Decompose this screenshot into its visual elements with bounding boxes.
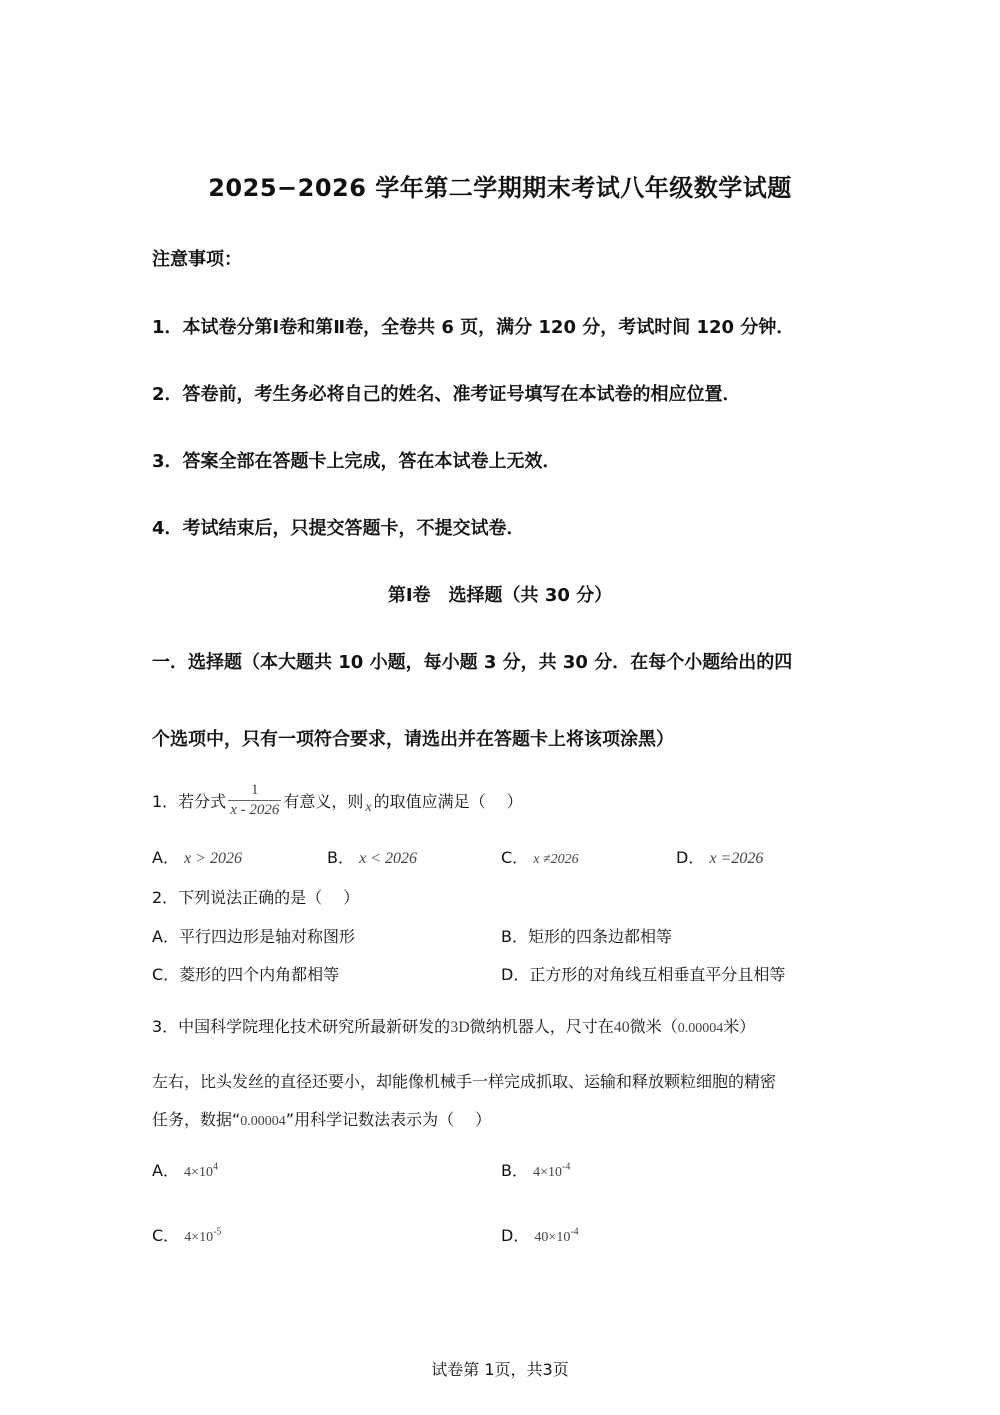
q3-line3-text-a: 任务，数据“: [152, 1110, 241, 1129]
q3-option-a-base: 4×10: [184, 1165, 213, 1180]
q3-option-b-label: B．: [501, 1161, 528, 1180]
q3-text-b: 微纳机器人，尺寸在: [469, 1017, 614, 1036]
q3-option-d-label: D．: [501, 1226, 530, 1245]
q3-math-3d: 3D: [450, 1019, 470, 1036]
q3-option-d-exponent: -4: [570, 1226, 579, 1238]
q3-option-c: [152, 1223, 222, 1246]
q3-option-b-exponent: -4: [561, 1161, 571, 1173]
page-footer: 试卷第 1页，共3页: [431, 1360, 569, 1379]
notice-item-3: 3．答案全部在答题卡上完成，答在本试卷上无效．: [152, 451, 561, 472]
section-instruction-line-2: 个选项中，只有一项符合要求，请选出并在答题卡上将该项涂黑）: [152, 729, 674, 750]
q1-option-a-value: x > 2026: [184, 850, 242, 867]
q3-math-value: 0.00004: [677, 1021, 724, 1036]
question-3-line-1: [152, 1014, 755, 1037]
q1-option-d-value: x =2026: [709, 850, 764, 867]
q1-prefix: 1．若分式: [152, 791, 227, 811]
q1-option-b: [327, 845, 417, 868]
q1-option-a: [152, 845, 242, 868]
q1-fraction-denominator: x - 2026: [230, 801, 280, 818]
notice-item-2: 2．答卷前，考生务必将自己的姓名、准考证号填写在本试卷的相应位置．: [152, 384, 741, 405]
q3-option-c-base: 4×10: [184, 1230, 214, 1245]
q3-option-a-label: A．: [152, 1161, 179, 1180]
q1-middle: 有意义，则: [283, 791, 364, 811]
exam-title: 2025−2026 学年第二学期期末考试八年级数学试题: [208, 174, 792, 202]
q2-option-b: B．矩形的四条边都相等: [501, 927, 672, 946]
q3-option-d: [501, 1223, 579, 1246]
q3-text-a: 3．中国科学院理化技术研究所最新研发的: [152, 1017, 451, 1036]
q3-option-c-exponent: -5: [213, 1226, 222, 1238]
question-3-line-2: 左右，比头发丝的直径还要小，却能像机械手一样完成抓取、运输和释放颗粒细胞的精密: [152, 1072, 777, 1091]
question-2-stem: 2．下列说法正确的是（ ）: [152, 888, 360, 907]
question-1-stem: [152, 778, 523, 822]
q1-option-c: [501, 845, 579, 868]
q3-option-b-base: 4×10: [533, 1165, 562, 1180]
q3-option-c-label: C．: [152, 1226, 180, 1245]
q1-option-d-label: D．: [676, 848, 705, 867]
q3-option-d-base: 40×10: [534, 1230, 571, 1245]
q2-option-a: A．平行四边形是轴对称图形: [152, 927, 355, 946]
section-instruction-line-1: 一．选择题（本大题共 10 小题，每小题 3 分，共 30 分．在每个小题给出的四: [152, 652, 793, 673]
q2-option-d: D．正方形的对角线互相垂直平分且相等: [501, 965, 786, 984]
q1-option-c-value: x ≠2026: [533, 852, 579, 867]
q1-fraction: [228, 781, 281, 820]
question-3-line-3: [152, 1107, 491, 1130]
q3-option-b: [501, 1158, 570, 1181]
section-heading: 第Ⅰ卷 选择题（共 30 分）: [387, 585, 613, 606]
q1-option-a-label: A．: [152, 848, 179, 867]
q1-option-c-label: C．: [501, 848, 529, 867]
q1-fraction-numerator: 1: [228, 781, 281, 801]
notice-item-4: 4．考试结束后，只提交答题卡，不提交试卷．: [152, 518, 525, 539]
q3-option-a: [152, 1158, 218, 1181]
q1-option-d: [676, 845, 763, 868]
notice-item-1: 1．本试卷分第Ⅰ卷和第Ⅱ卷，全卷共 6 页，满分 120 分，考试时间 120 分钟．: [152, 317, 795, 338]
q3-line3-text-b: ”用科学记数法表示为（ ）: [285, 1110, 492, 1129]
notice-heading: 注意事项：: [152, 249, 242, 270]
q3-text-c: 微米（: [629, 1017, 678, 1036]
q3-text-d: 米）: [723, 1017, 756, 1036]
q1-variable: x: [365, 800, 372, 815]
q1-option-b-label: B．: [327, 848, 354, 867]
q3-line3-math: 0.00004: [240, 1114, 286, 1129]
q3-option-a-exponent: 4: [212, 1161, 218, 1173]
q2-option-c: C．菱形的四个内角都相等: [152, 965, 340, 984]
q1-option-b-value: x < 2026: [359, 850, 417, 867]
q1-suffix: 的取值应满足（ ）: [373, 791, 523, 811]
q3-math-40: 40: [613, 1019, 630, 1036]
